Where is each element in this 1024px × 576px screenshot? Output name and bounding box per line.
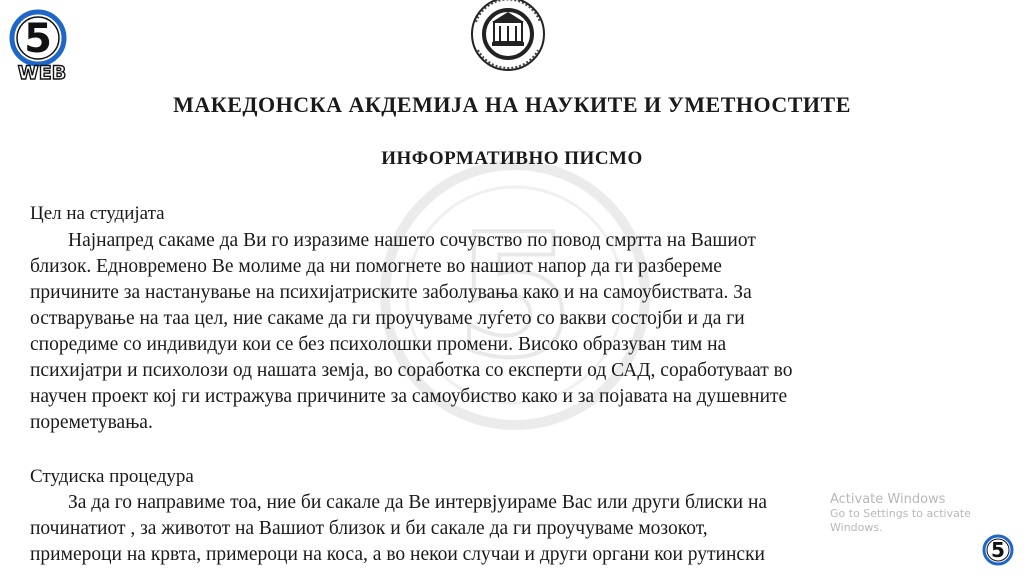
channel-logo-digit: 5 (24, 16, 52, 62)
section-heading: Студиска процедура (30, 466, 194, 487)
paragraph-line: психијатри и психолози од нашата земја, во соработка со експерти од САД, соработуваат во (30, 360, 793, 381)
svg-text:5: 5 (455, 198, 575, 396)
document-subtitle: ИНФОРМАТИВНО ПИСМО (381, 148, 643, 169)
activation-title: Activate Windows (830, 492, 946, 507)
paragraph-line: споредиме со индивидуи кои се без психолошки промени. Високо образуван тим на (30, 334, 727, 355)
svg-text:5: 5 (991, 538, 1005, 562)
academy-seal-icon (462, 0, 554, 80)
section-heading: Цел на студијата (30, 203, 165, 224)
channel-logo (8, 8, 72, 84)
corner-channel-logo (982, 534, 1014, 566)
paragraph-line: причините за настанување на психијатриските заболувања како и на самоубиствата. За (30, 282, 752, 303)
paragraph-line: пореметувања. (30, 412, 153, 433)
paragraph-line: остварување на таа цел, ние сакаме да ги проучуваме луѓето со вакви состојби и да ги (30, 308, 745, 329)
paragraph-line: примероци на крвта, примероци на коса, а во некои случаи и други органи кои рутински (30, 544, 765, 565)
paragraph-line: научен проект кој ги истражува причините за самоубиство како и за појавата на душевните (30, 386, 788, 407)
paragraph-line: близок. Едновремено Ве молиме да ни помогнете во нашиот напор да ги разбереме (30, 256, 722, 277)
activation-text: Go to Settings to activate Windows. (830, 507, 971, 534)
paragraph-line: За да го направиме тоа, ние би сакале да Ве интервјуираме Вас или други блиски на (68, 492, 768, 513)
windows-activation-notice (830, 493, 1020, 535)
document-title: МАКЕДОНСКА АКДЕМИЈА НА НАУКИТЕ И УМЕТНОСТИТЕ (173, 92, 851, 117)
channel-logo-text: WEB (17, 62, 67, 84)
paragraph-line: починатиот , за животот на Вашиот близок и би сакале да ги проучуваме мозокот, (30, 518, 708, 539)
paragraph-line: Најнапред сакаме да Ви го изразиме нашето сочувство по повод смртта на Вашиот (68, 230, 756, 251)
section-paragraph (30, 228, 990, 436)
